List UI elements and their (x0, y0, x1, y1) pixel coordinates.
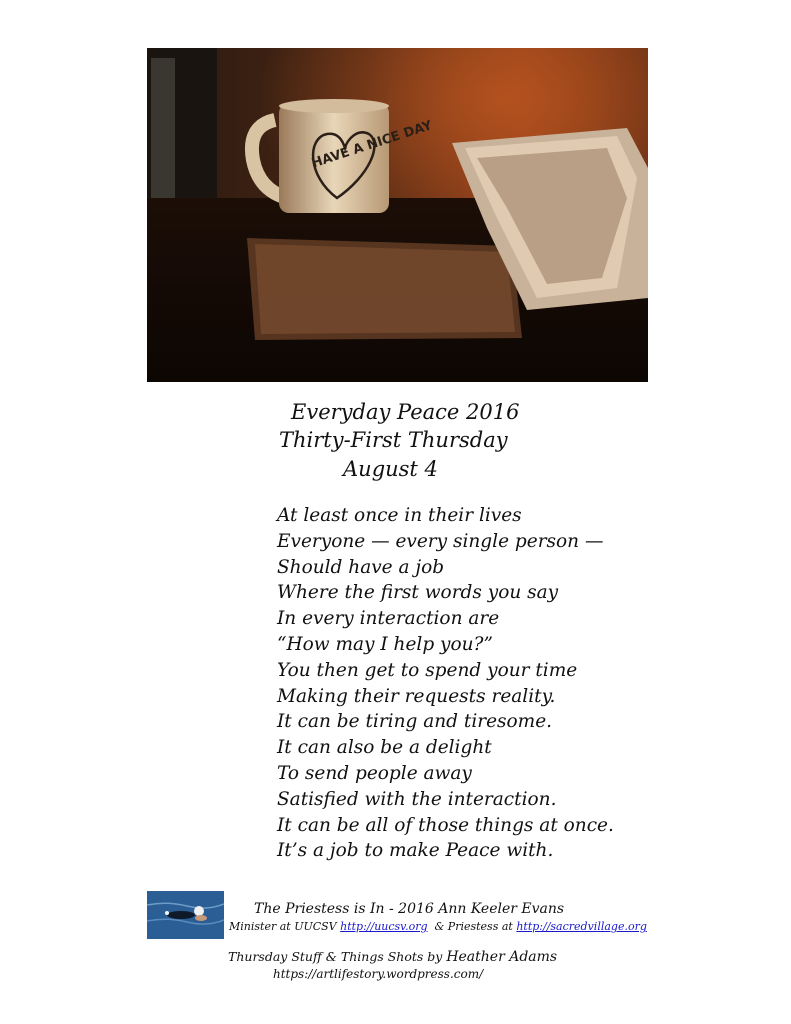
poem-line: Where the first words you say (277, 582, 559, 604)
poem-line: It’s a job to make Peace with. (277, 840, 554, 862)
poem-line: Everyone — every single person — (277, 530, 604, 552)
credit-prefix: Thursday Stuff & Things Shots by (228, 949, 447, 964)
uucsv-link[interactable]: http://uucsv.org (340, 920, 428, 933)
footer-minister-line (229, 920, 647, 933)
title-line-2: Thirty-First Thursday (279, 428, 508, 452)
priestess-text: & Priestess at (427, 920, 517, 933)
poem-line: It can be all of those things at once. (277, 814, 614, 836)
poem-line: Making their requests reality. (277, 685, 556, 707)
poem-line: You then get to spend your time (277, 659, 578, 681)
poem-line: Satisfied with the interaction. (277, 788, 557, 810)
poem-line: “How may I help you?” (277, 633, 493, 655)
footer-credit (228, 949, 557, 965)
header-photo (147, 48, 648, 382)
swimmer-illustration (147, 891, 224, 939)
poem-line: It can also be a delight (277, 737, 492, 759)
poem-line: Should have a job (277, 556, 445, 578)
minister-prefix: Minister at UUCSV (229, 920, 341, 933)
poem-line: To send people away (277, 762, 472, 784)
mug-and-papers-illustration (147, 48, 648, 382)
title-line-3: August 4 (343, 457, 438, 481)
title-line-1: Everyday Peace 2016 (291, 400, 520, 424)
poem (277, 503, 614, 864)
credit-url: https://artlifestory.wordpress.com/ (273, 967, 484, 981)
sacredvillage-link[interactable]: http://sacredvillage.org (516, 920, 647, 933)
poem-line: At least once in their lives (277, 505, 522, 526)
credit-name: Heather Adams (446, 949, 558, 965)
mug-text: HAVE A NICE DAY (309, 118, 435, 172)
poem-line: In every interaction are (277, 608, 500, 630)
footer-thumbnail (147, 891, 224, 939)
footer-title: The Priestess is In - 2016 Ann Keeler Evans (254, 901, 565, 917)
poem-line: It can be tiring and tiresome. (277, 711, 553, 733)
